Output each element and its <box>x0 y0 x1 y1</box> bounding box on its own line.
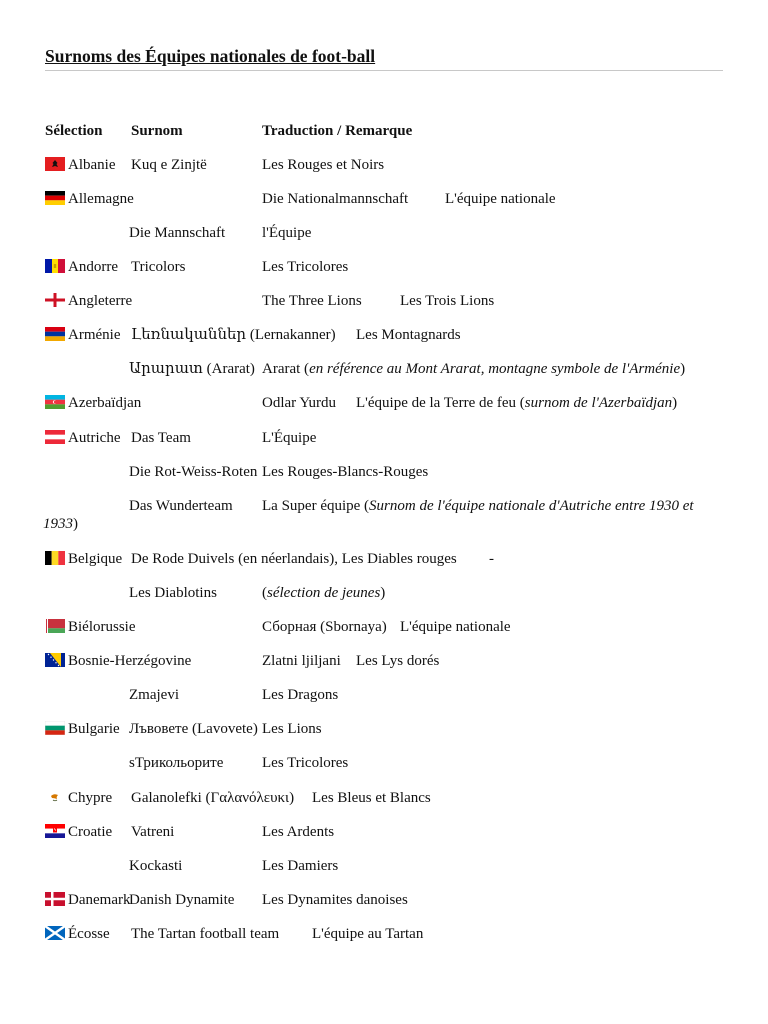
remarque-italic: surnom de l'Azerbaïdjan <box>524 395 673 411</box>
country-cell <box>45 550 122 568</box>
remarque-text: ) <box>672 395 678 411</box>
andorra-flag-icon <box>45 259 65 273</box>
country-name: Albanie <box>68 157 116 173</box>
traduction-text: ) <box>680 361 686 377</box>
traduction-cell: l'Équipe <box>262 225 312 241</box>
traduction-cell <box>262 497 694 515</box>
traduction-cell: Les Rouges-Blancs-Rouges <box>262 464 429 480</box>
armenia-flag-icon <box>45 327 65 341</box>
austria-flag-icon <box>45 430 65 444</box>
remarque-wrap <box>43 515 78 533</box>
traduction-cell: Zlatni ljiljani <box>262 653 341 669</box>
traduction-cell <box>262 360 685 378</box>
surnom-cell: Kockasti <box>129 858 183 874</box>
remarque-italic: sélection de jeunes <box>267 585 381 601</box>
country-cell <box>45 925 110 943</box>
remarque-cell: L'équipe au Tartan <box>312 926 424 942</box>
surnom-cell: The Tartan football team <box>131 926 280 942</box>
country-cell <box>45 156 115 174</box>
remarque-cell: Les Trois Lions <box>400 293 495 309</box>
country-cell <box>45 823 112 841</box>
surnom-cell: Լեռնականներ (Lernakanner) <box>131 327 336 343</box>
country-name: Bosnie-Herzégovine <box>68 653 192 669</box>
cyprus-flag-icon <box>45 790 65 804</box>
remarque-cell: Les Lys dorés <box>356 653 440 669</box>
remarque-cell: L'équipe nationale <box>400 619 511 635</box>
country-name: Andorre <box>68 259 118 275</box>
england-flag-icon <box>45 293 65 307</box>
country-name: Bulgarie <box>68 721 120 737</box>
country-name: Belgique <box>68 551 123 567</box>
traduction-cell: L'Équipe <box>262 430 317 446</box>
denmark-flag-icon <box>45 892 65 906</box>
surnom-cell: Արարատ (Ararat) <box>129 361 255 377</box>
remarque-cell: Les Montagnards <box>356 327 461 343</box>
country-name: Arménie <box>68 327 121 343</box>
germany-flag-icon <box>45 191 65 205</box>
surnom-cell: Das Team <box>131 430 191 446</box>
surnom-cell: Лъвовете (Lavovete) <box>129 721 258 737</box>
traduction-cell: Les Dragons <box>262 687 339 703</box>
belgium-flag-icon <box>45 551 65 565</box>
traduction-cell: Сборная (Sbornaya) <box>262 619 387 635</box>
country-cell <box>45 326 120 344</box>
traduction-cell: Les Rouges et Noirs <box>262 157 385 173</box>
country-cell <box>45 394 141 412</box>
traduction-cell: Les Damiers <box>262 858 339 874</box>
country-name: Azerbaïdjan <box>68 395 142 411</box>
page-title: Surnoms des Équipes nationales de foot-ball <box>45 46 376 66</box>
country-cell <box>45 789 112 807</box>
traduction-cell: The Three Lions <box>262 293 362 309</box>
country-name: Chypre <box>68 790 113 806</box>
bulgaria-flag-icon <box>45 721 65 735</box>
traduction-cell: Les Lions <box>262 721 322 737</box>
traduction-text: La Super équipe ( <box>262 498 370 514</box>
remarque-italic: en référence au Mont Ararat, montagne symbole de l'Arménie <box>309 361 681 377</box>
country-cell <box>45 429 120 447</box>
remarque-cell: - <box>489 551 494 567</box>
surnom-cell: Kuq e Zinjtë <box>131 157 207 173</box>
scotland-flag-icon <box>45 926 65 940</box>
country-cell <box>45 258 118 276</box>
traduction-cell: Les Tricolores <box>262 755 349 771</box>
belarus-flag-icon <box>45 619 65 633</box>
remarque-cell: Les Bleus et Blancs <box>312 790 431 806</box>
country-cell <box>45 190 134 208</box>
country-cell <box>45 652 191 670</box>
country-cell <box>45 720 120 738</box>
header-selection: Sélection <box>45 123 103 139</box>
traduction-cell: Odlar Yurdu <box>262 395 337 411</box>
country-name: Autriche <box>68 430 121 446</box>
traduction-cell <box>262 584 385 602</box>
country-cell <box>45 891 130 909</box>
country-cell <box>45 292 132 310</box>
surnom-cell: De Rode Duivels (en néerlandais), Les Diables rouges <box>131 551 457 567</box>
surnom-cell: Galanolefki (Γαλανόλευκι) <box>131 790 295 806</box>
country-name: Écosse <box>68 926 110 942</box>
remarque-cell: L'équipe nationale <box>445 191 556 207</box>
surnom-cell: Das Wunderteam <box>129 498 233 514</box>
surnom-cell: Danish Dynamite <box>129 892 235 908</box>
country-name: Angleterre <box>68 293 133 309</box>
surnom-cell: Tricolors <box>131 259 186 275</box>
surnom-cell: sТрикольорите <box>129 755 224 771</box>
bosnia-flag-icon <box>45 653 65 667</box>
remarque-italic: Surnom de l'équipe nationale d'Autriche entre 1930 et <box>369 498 694 514</box>
remarque-italic: 1933 <box>43 516 73 532</box>
traduction-cell: Les Tricolores <box>262 259 349 275</box>
traduction-cell: Die Nationalmannschaft <box>262 191 409 207</box>
traduction-text: ) <box>380 585 386 601</box>
surnom-cell: Die Mannschaft <box>129 225 226 241</box>
country-name: Croatie <box>68 824 113 840</box>
surnom-cell: Die Rot-Weiss-Roten <box>129 464 258 480</box>
surnom-cell: Zmajevi <box>129 687 179 703</box>
remarque-text: L'équipe de la Terre de feu ( <box>356 395 525 411</box>
country-cell <box>45 618 136 636</box>
remarque-cell <box>356 394 677 412</box>
surnom-cell: Vatreni <box>131 824 175 840</box>
traduction-cell: Les Dynamites danoises <box>262 892 408 908</box>
remarque-text: ) <box>73 516 78 532</box>
title-divider <box>45 70 723 71</box>
traduction-text: Ararat ( <box>262 361 310 377</box>
croatia-flag-icon <box>45 824 65 838</box>
surnom-cell: Les Diablotins <box>129 585 217 601</box>
country-name: Danemark <box>68 892 131 908</box>
header-surnom: Surnom <box>131 123 183 139</box>
albania-flag-icon <box>45 157 65 171</box>
azerbaijan-flag-icon <box>45 395 65 409</box>
country-name: Biélorussie <box>68 619 136 635</box>
traduction-cell: Les Ardents <box>262 824 335 840</box>
header-traduction: Traduction / Remarque <box>262 123 413 139</box>
traduction-text: ( <box>262 585 267 601</box>
country-name: Allemagne <box>68 191 134 207</box>
